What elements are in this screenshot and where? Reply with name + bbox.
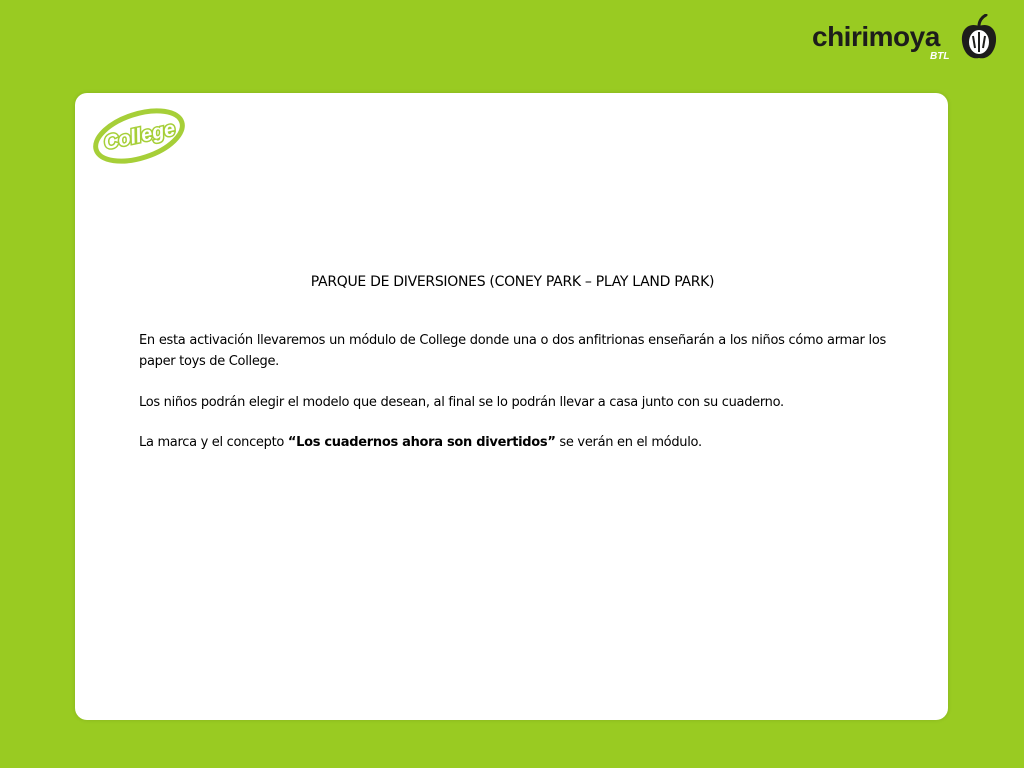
brand-sub: BTL	[930, 51, 950, 62]
paragraph-concept	[139, 432, 886, 453]
concept-outro: se verán en el módulo.	[555, 435, 702, 450]
slide-title: PARQUE DE DIVERSIONES (CONEY PARK – PLAY LAND PARK)	[310, 274, 715, 290]
concept-intro: La marca y el concepto	[139, 435, 288, 450]
paragraph-models: Los niños podrán elegir el modelo que desean, al final se lo podrán llevar a casa junto con su cuaderno.	[139, 395, 784, 410]
concept-slogan: “Los cuadernos ahora son divertidos”	[287, 435, 556, 450]
college-logo-text: College	[101, 117, 178, 155]
college-logo	[92, 104, 190, 166]
paragraph-activation: En esta activación llevaremos un módulo de College donde una o dos anfitrionas enseñarán a los niños cómo armar los paper toys de College.	[139, 333, 886, 369]
brand-name: chirimoya	[812, 21, 940, 52]
apple-icon	[958, 14, 1000, 62]
chirimoya-logo	[812, 14, 1002, 68]
